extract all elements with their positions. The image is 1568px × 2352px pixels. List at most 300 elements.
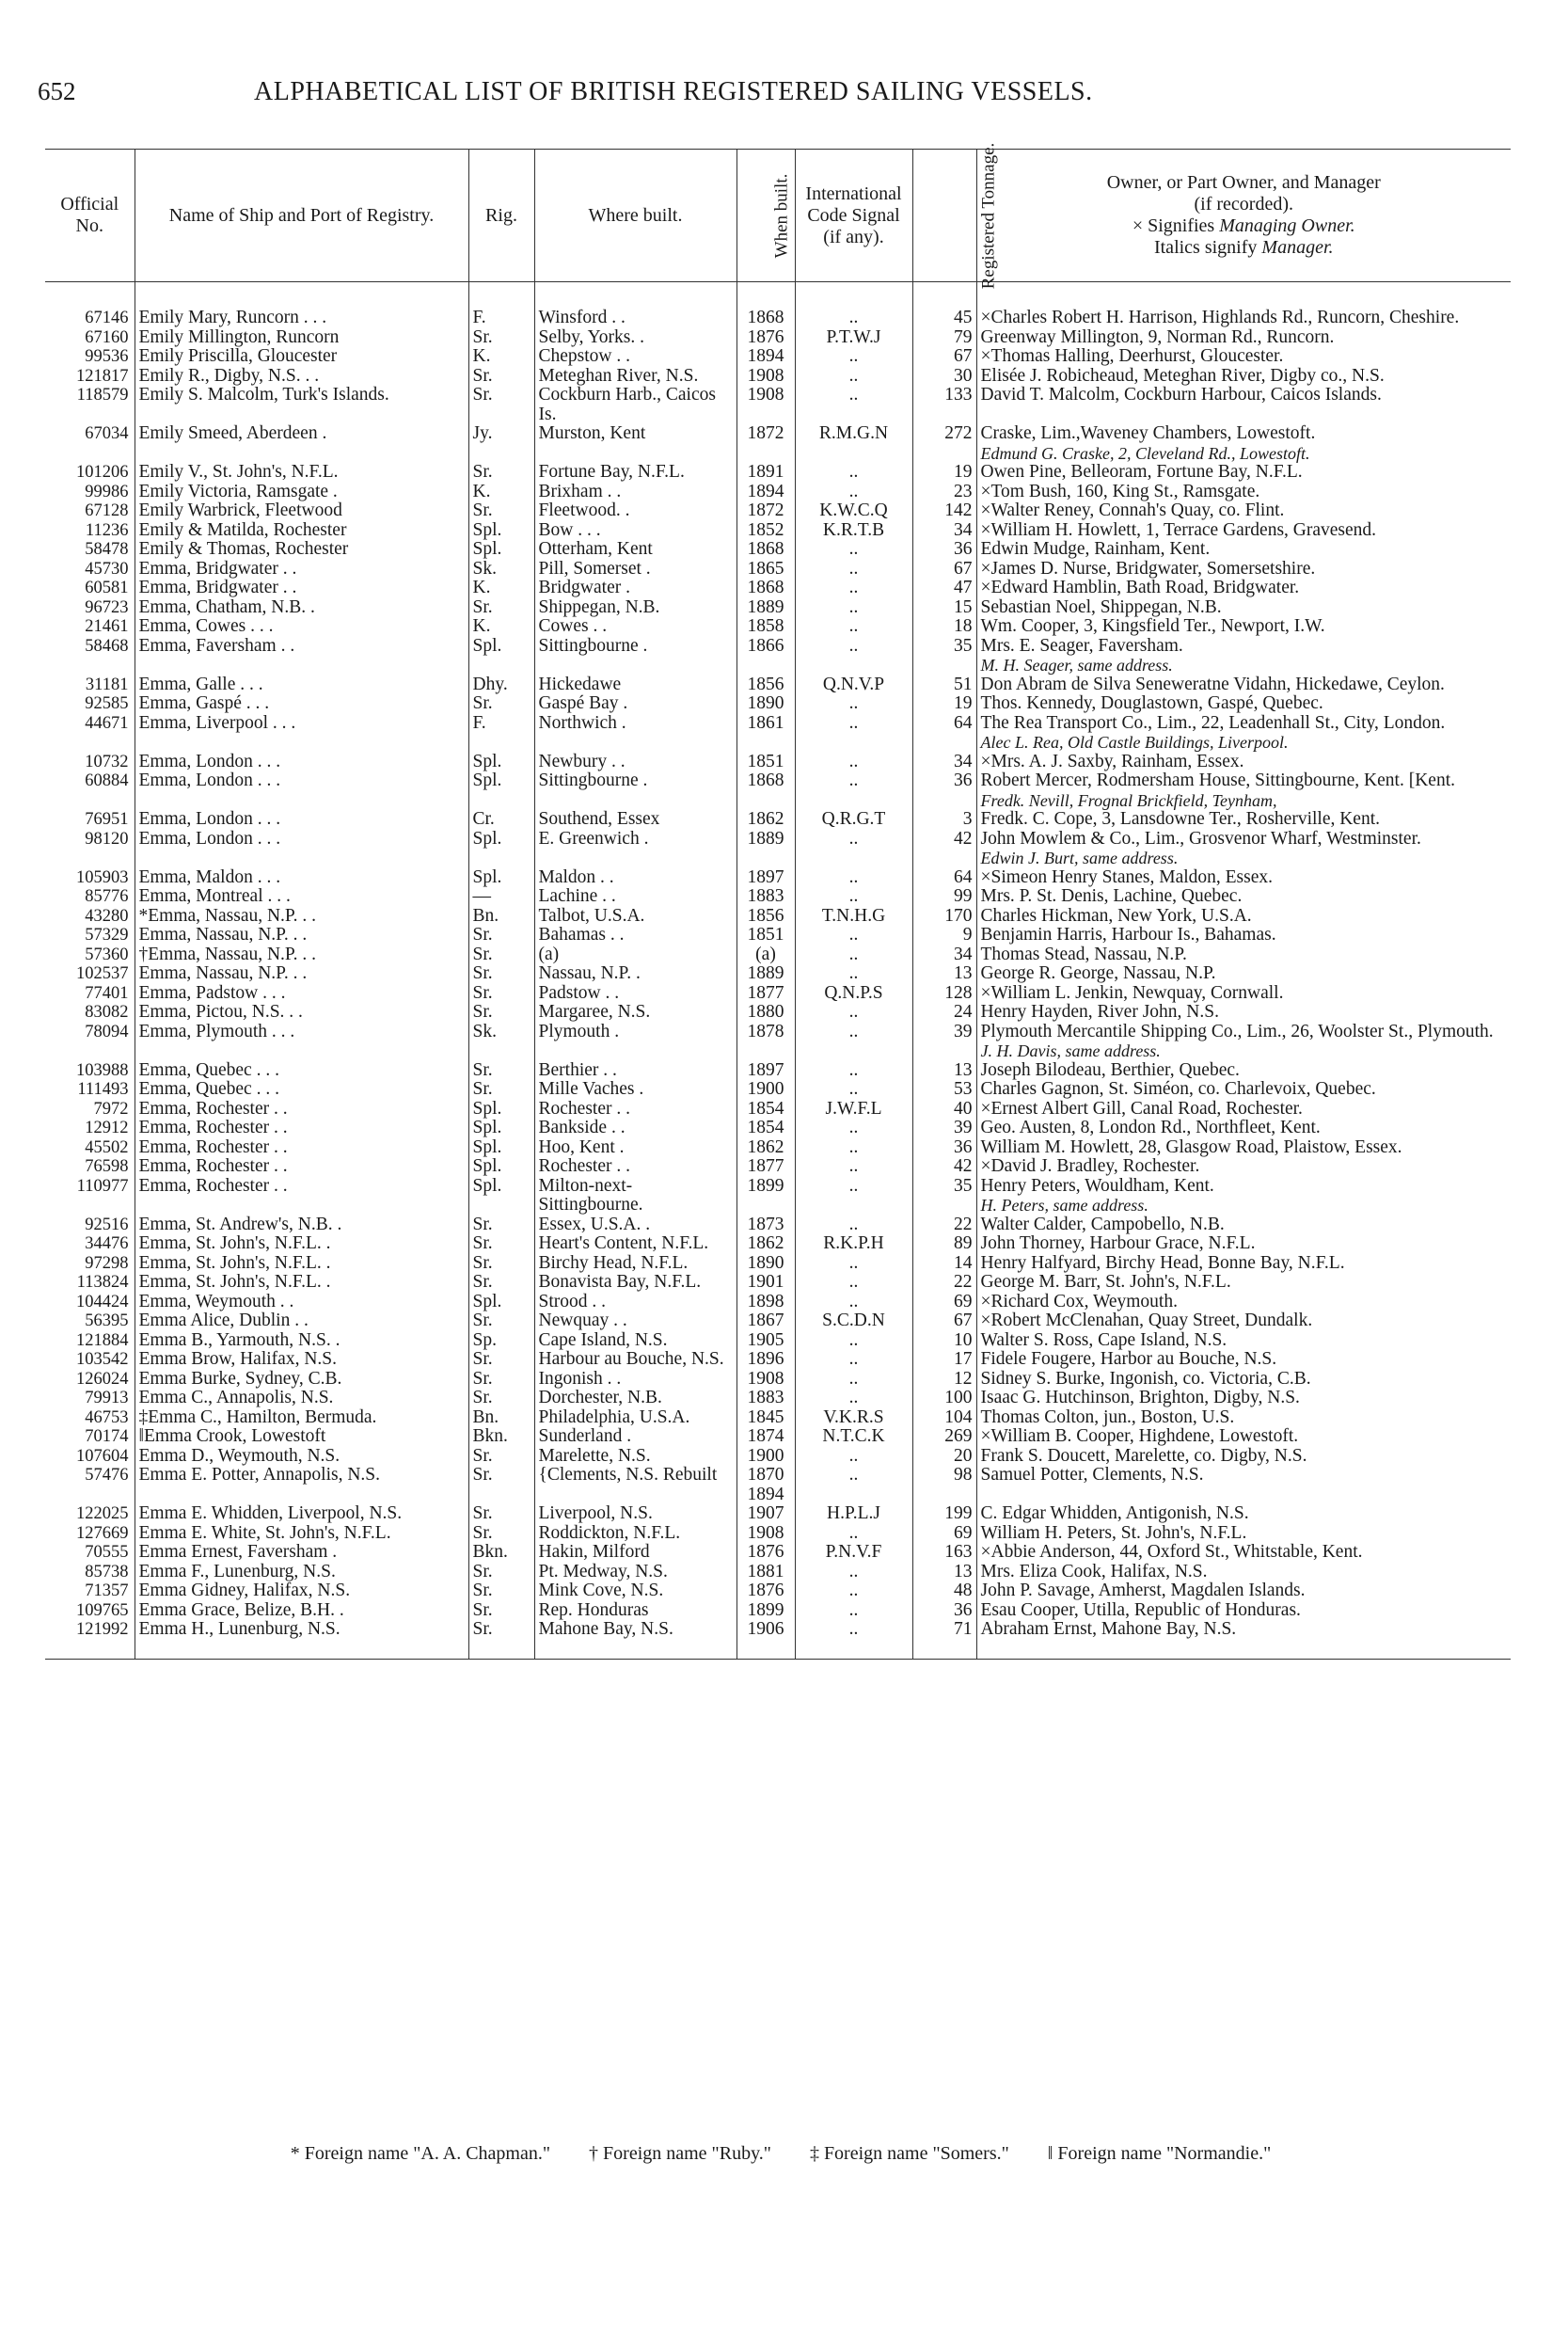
official-no-cell: 58468 — [85, 636, 129, 656]
signal-cell: .. — [795, 637, 912, 675]
signal-cell: .. — [795, 1466, 912, 1504]
ship-name-cell: Emma, Rochester . . — [135, 1100, 468, 1120]
tonnage-cell: 69 — [912, 1524, 976, 1544]
signal-cell: .. — [795, 1370, 912, 1390]
ship-name-cell: ‖Emma Crook, Lowestoft — [135, 1427, 468, 1447]
tonnage-cell: 34 — [912, 753, 976, 772]
owner-text: Benjamin Harris, Harbour Is., Bahamas. — [980, 926, 1276, 945]
official-no-cell: 127669 — [76, 1523, 129, 1543]
table-row — [45, 424, 1511, 463]
rig-cell: Bn. — [468, 1408, 534, 1428]
signal-cell: .. — [795, 887, 912, 907]
where-built-cell: Gaspé Bay . — [534, 694, 736, 714]
manager-text: J. H. Davis, same address. — [980, 1041, 1161, 1060]
tonnage-cell: 14 — [912, 1254, 976, 1274]
table-row — [45, 282, 1511, 328]
page-header — [38, 58, 1505, 105]
where-built-cell: Talbot, U.S.A. — [534, 907, 736, 927]
when-built-cell: 1898 — [736, 1293, 795, 1312]
signal-cell: .. — [795, 579, 912, 598]
where-built-cell: Meteghan River, N.S. — [534, 367, 736, 387]
owner-text: Owen Pine, Belleoram, Fortune Bay, N.F.L. — [980, 463, 1303, 482]
when-built-cell: 1896 — [736, 1350, 795, 1370]
owner-text: ×Edward Hamblin, Bath Road, Bridgwater. — [980, 579, 1300, 597]
owner-cell — [976, 1563, 1511, 1582]
rig-cell: Spl. — [468, 1119, 534, 1138]
owner-cell — [976, 1119, 1511, 1138]
where-built-cell: Fortune Bay, N.F.L. — [534, 463, 736, 483]
owner-text: Isaac G. Hutchinson, Brighton, Digby, N.S. — [980, 1389, 1300, 1407]
where-built-cell: Southend, Essex — [534, 810, 736, 830]
owner-text: Wm. Cooper, 3, Kingsfield Ter., Newport, I.W. — [980, 617, 1325, 636]
owner-head-line2: (if recorded). — [1194, 194, 1293, 215]
signal-cell: .. — [795, 1524, 912, 1544]
table-row — [45, 617, 1511, 637]
tonnage-cell: 47 — [912, 579, 976, 598]
tonnage-cell: 36 — [912, 1601, 976, 1621]
tonnage-cell: 163 — [912, 1543, 976, 1563]
owner-text: ×Mrs. A. J. Saxby, Rainham, Essex. — [980, 752, 1244, 771]
when-built-cell: 1894 — [736, 483, 795, 502]
signal-cell: .. — [795, 830, 912, 868]
signal-cell: .. — [795, 1620, 912, 1659]
table-row — [45, 1601, 1511, 1621]
where-built-cell: Bonavista Bay, N.F.L. — [534, 1273, 736, 1293]
owner-text: Mrs. E. Seager, Faversham. — [980, 636, 1183, 656]
table-row — [45, 1100, 1511, 1120]
owner-cell — [976, 1350, 1511, 1370]
col-rig: Rig. — [468, 150, 534, 282]
tonnage-cell: 69 — [912, 1293, 976, 1312]
ship-name-cell: Emma, London . . . — [135, 753, 468, 772]
official-no-cell: 57476 — [85, 1466, 129, 1485]
ship-name-cell: Emma, London . . . — [135, 830, 468, 868]
when-built-cell: 1873 — [736, 1216, 795, 1235]
tonnage-cell: 67 — [912, 560, 976, 580]
owner-text: Greenway Millington, 9, Norman Rd., Runcorn. — [980, 327, 1335, 347]
owner-cell — [976, 1234, 1511, 1254]
owner-text: John Thorney, Harbour Grace, N.F.L. — [980, 1234, 1256, 1253]
where-built-cell: Lachine . . — [534, 887, 736, 907]
owner-head-line4-prefix: Italics signify — [1153, 237, 1258, 258]
where-built-cell: Cowes . . — [534, 617, 736, 637]
signal-cell: .. — [795, 386, 912, 424]
official-no-cell: 83082 — [85, 1003, 129, 1022]
owner-cell — [976, 1408, 1511, 1428]
ship-name-cell: Emma, Pictou, N.S. . . — [135, 1003, 468, 1023]
tonnage-cell: 23 — [912, 483, 976, 502]
where-built-cell: Bridgwater . — [534, 579, 736, 598]
tonnage-cell: 10 — [912, 1331, 976, 1351]
owner-cell — [976, 463, 1511, 483]
when-built-cell: 1901 — [736, 1273, 795, 1293]
tonnage-cell: 12 — [912, 1370, 976, 1390]
ship-name-cell: Emily Smeed, Aberdeen . — [135, 424, 468, 463]
owner-cell — [976, 521, 1511, 541]
rig-cell: Spl. — [468, 1100, 534, 1120]
ship-name-cell: Emily & Thomas, Rochester — [135, 540, 468, 560]
owner-text: ×William H. Howlett, 1, Terrace Gardens, Gravesend. — [980, 520, 1377, 540]
rig-cell: Spl. — [468, 771, 534, 810]
when-built-cell: 1854 — [736, 1100, 795, 1120]
table-row — [45, 483, 1511, 502]
page-number: 652 — [38, 77, 76, 105]
official-no-cell: 118579 — [76, 386, 129, 405]
where-built-cell: Cockburn Harb., Caicos Is. — [534, 386, 736, 424]
official-no-cell: 67146 — [85, 309, 129, 327]
owner-cell — [976, 1216, 1511, 1235]
tonnage-cell: 18 — [912, 617, 976, 637]
owner-cell — [976, 1331, 1511, 1351]
manager-text: H. Peters, same address. — [980, 1196, 1148, 1215]
tonnage-cell: 34 — [912, 946, 976, 965]
official-no-cell: 45502 — [85, 1137, 129, 1157]
tonnage-cell: 53 — [912, 1080, 976, 1100]
owner-text: Joseph Bilodeau, Berthier, Quebec. — [980, 1060, 1240, 1080]
owner-text: Frank S. Doucett, Marelette, co. Digby, N.S. — [980, 1446, 1307, 1466]
table-row — [45, 347, 1511, 367]
official-no-cell: 56395 — [85, 1311, 129, 1330]
when-built-cell: 1862 — [736, 1138, 795, 1158]
owner-text: Henry Hayden, River John, N.S. — [980, 1003, 1219, 1022]
where-built-cell: Bahamas . . — [534, 926, 736, 946]
table-row — [45, 887, 1511, 907]
rig-cell: Sr. — [468, 1254, 534, 1274]
page-title: ALPHABETICAL LIST OF BRITISH REGISTERED SAILING VESSELS. — [254, 77, 1093, 106]
table-row — [45, 694, 1511, 714]
owner-cell — [976, 926, 1511, 946]
owner-text: William H. Peters, St. John's, N.F.L. — [980, 1523, 1247, 1543]
signal-cell: .. — [795, 463, 912, 483]
when-built-cell: 1897 — [736, 1061, 795, 1081]
signal-cell: .. — [795, 1389, 912, 1408]
signal-cell: .. — [795, 1581, 912, 1601]
owner-cell — [976, 1311, 1511, 1331]
table-row — [45, 579, 1511, 598]
when-built-cell: 1868 — [736, 771, 795, 810]
where-built-cell: Selby, Yorks. . — [534, 328, 736, 348]
where-built-cell: Brixham . . — [534, 483, 736, 502]
signal-cell: .. — [795, 1563, 912, 1582]
table-row — [45, 1157, 1511, 1177]
where-built-cell: Essex, U.S.A. . — [534, 1216, 736, 1235]
tonnage-cell: 79 — [912, 328, 976, 348]
rig-cell: Bkn. — [468, 1427, 534, 1447]
owner-text: Charles Hickman, New York, U.S.A. — [980, 906, 1252, 926]
col-name: Name of Ship and Port of Registry. — [135, 150, 468, 282]
tonnage-cell: 35 — [912, 637, 976, 675]
official-no-cell: 121884 — [76, 1330, 129, 1350]
rig-cell: Spl. — [468, 830, 534, 868]
signal-cell: .. — [795, 1447, 912, 1467]
owner-head-line3 — [979, 215, 1510, 237]
signal-cell: .. — [795, 367, 912, 387]
when-built-cell: 1900 — [736, 1080, 795, 1100]
signal-cell: J.W.F.L — [795, 1100, 912, 1120]
official-no-cell: 43280 — [85, 906, 129, 926]
table-row — [45, 714, 1511, 753]
owner-cell — [976, 907, 1511, 927]
official-no-cell: 70555 — [85, 1543, 129, 1562]
rig-cell: Sr. — [468, 1447, 534, 1467]
tonnage-cell: 128 — [912, 984, 976, 1004]
ship-name-cell: Emma H., Lunenburg, N.S. — [135, 1620, 468, 1659]
col-owner — [976, 150, 1511, 282]
where-built-cell: Plymouth . — [534, 1023, 736, 1061]
official-no-cell: 60581 — [85, 579, 129, 597]
tonnage-cell: 142 — [912, 501, 976, 521]
rig-cell: F. — [468, 282, 534, 328]
tonnage-cell: 22 — [912, 1273, 976, 1293]
ship-name-cell: Emma, Rochester . . — [135, 1138, 468, 1158]
owner-cell — [976, 579, 1511, 598]
rig-cell: Bkn. — [468, 1543, 534, 1563]
table-row — [45, 1331, 1511, 1351]
owner-cell — [976, 637, 1511, 675]
owner-text: C. Edgar Whidden, Antigonish, N.S. — [980, 1504, 1249, 1523]
owner-text: ×William L. Jenkin, Newquay, Cornwall. — [980, 983, 1284, 1003]
footnote: ‡ Foreign name "Somers." — [809, 2143, 1009, 2164]
rig-cell: Cr. — [468, 810, 534, 830]
ship-name-cell: Emma, London . . . — [135, 810, 468, 830]
signal-cell: .. — [795, 926, 912, 946]
where-built-cell: Hickedawe — [534, 675, 736, 695]
tonnage-cell: 15 — [912, 598, 976, 618]
tonnage-cell: 42 — [912, 830, 976, 868]
official-no-cell: 70174 — [85, 1427, 129, 1446]
rig-cell: Sr. — [468, 598, 534, 618]
rig-cell: Sr. — [468, 328, 534, 348]
when-built-cell: 1900 — [736, 1447, 795, 1467]
signal-cell: K.W.C.Q — [795, 501, 912, 521]
rig-cell: Spl. — [468, 1157, 534, 1177]
tonnage-cell: 104 — [912, 1408, 976, 1428]
where-built-cell: Roddickton, N.F.L. — [534, 1524, 736, 1544]
when-built-cell: 1862 — [736, 810, 795, 830]
owner-head-line1: Owner, or Part Owner, and Manager — [1106, 172, 1381, 193]
footnotes — [38, 2143, 1524, 2165]
col-tonnage — [912, 142, 998, 289]
rig-cell: Sr. — [468, 1370, 534, 1390]
ship-name-cell: Emma, Weymouth . . — [135, 1293, 468, 1312]
when-built-cell: 1905 — [736, 1331, 795, 1351]
tonnage-cell: 170 — [912, 907, 976, 927]
when-built-cell: 1889 — [736, 830, 795, 868]
ship-name-cell: Emma, Galle . . . — [135, 675, 468, 695]
ship-name-cell: Emma E. Potter, Annapolis, N.S. — [135, 1466, 468, 1504]
where-built-cell: Philadelphia, U.S.A. — [534, 1408, 736, 1428]
where-built-cell: Maldon . . — [534, 868, 736, 888]
where-built-cell: Winsford . . — [534, 282, 736, 328]
owner-cell — [976, 1138, 1511, 1158]
owner-cell — [976, 946, 1511, 965]
table-row — [45, 1138, 1511, 1158]
signal-cell: .. — [795, 598, 912, 618]
owner-text: Thomas Colton, jun., Boston, U.S. — [980, 1407, 1235, 1427]
owner-head-line3-italic: Managing Owner. — [1219, 215, 1355, 236]
where-built-cell: Harbour au Bouche, N.S. — [534, 1350, 736, 1370]
when-built-cell: 1867 — [736, 1311, 795, 1331]
table-row — [45, 810, 1511, 830]
table-row — [45, 367, 1511, 387]
col-signal: International Code Signal (if any). — [795, 150, 912, 282]
ship-name-cell: Emily Victoria, Ramsgate . — [135, 483, 468, 502]
owner-text: ×David J. Bradley, Rochester. — [980, 1157, 1200, 1176]
owner-cell — [976, 1157, 1511, 1177]
owner-text: Mrs. P. St. Denis, Lachine, Quebec. — [980, 887, 1243, 906]
where-built-cell: Sittingbourne . — [534, 637, 736, 675]
ship-name-cell: Emma, Faversham . . — [135, 637, 468, 675]
owner-cell — [976, 887, 1511, 907]
official-no-cell: 60884 — [85, 771, 129, 790]
where-built-cell: Margaree, N.S. — [534, 1003, 736, 1023]
owner-cell — [976, 1620, 1511, 1659]
when-built-cell: 1877 — [736, 1157, 795, 1177]
when-built-cell: 1890 — [736, 694, 795, 714]
tonnage-cell: 3 — [912, 810, 976, 830]
tonnage-cell: 36 — [912, 540, 976, 560]
when-built-cell: 1891 — [736, 463, 795, 483]
when-built-cell: 1854 — [736, 1119, 795, 1138]
when-built-cell: 1868 — [736, 282, 795, 328]
owner-text: ×William B. Cooper, Highdene, Lowestoft. — [980, 1427, 1299, 1446]
official-no-cell: 7972 — [93, 1099, 129, 1119]
rig-cell: Sr. — [468, 1524, 534, 1544]
rig-cell: Sr. — [468, 926, 534, 946]
tonnage-cell: 24 — [912, 1003, 976, 1023]
owner-text: Geo. Austen, 8, London Rd., Northfleet, Kent. — [980, 1119, 1321, 1137]
table-row — [45, 637, 1511, 675]
rig-cell: Sr. — [468, 1620, 534, 1659]
owner-cell — [976, 1273, 1511, 1293]
table-row — [45, 830, 1511, 868]
owner-cell — [976, 964, 1511, 984]
rig-cell: Sr. — [468, 386, 534, 424]
where-built-cell: Marelette, N.S. — [534, 1447, 736, 1467]
owner-text: Thos. Kennedy, Douglastown, Gaspé, Quebec. — [980, 694, 1323, 713]
where-built-cell: Newbury . . — [534, 753, 736, 772]
ship-name-cell: Emily R., Digby, N.S. . . — [135, 367, 468, 387]
tonnage-cell: 13 — [912, 1563, 976, 1582]
where-built-cell: Mille Vaches . — [534, 1080, 736, 1100]
signal-cell: .. — [795, 617, 912, 637]
rig-cell: Sr. — [468, 1080, 534, 1100]
owner-text: ×Abbie Anderson, 44, Oxford St., Whitstable, Kent. — [980, 1543, 1363, 1562]
when-built-cell: 1883 — [736, 887, 795, 907]
signal-cell: .. — [795, 1138, 912, 1158]
where-built-cell: E. Greenwich . — [534, 830, 736, 868]
rig-cell: Spl. — [468, 637, 534, 675]
where-built-cell: Bow . . . — [534, 521, 736, 541]
manager-text: Fredk. Nevill, Frognal Brickfield, Teynham, — [980, 790, 1277, 810]
table-row — [45, 1177, 1511, 1216]
where-built-cell: Padstow . . — [534, 984, 736, 1004]
signal-cell: T.N.H.G — [795, 907, 912, 927]
owner-text: John Mowlem & Co., Lim., Grosvenor Wharf, Westminster. — [980, 829, 1421, 849]
ship-name-cell: Emma Gidney, Halifax, N.S. — [135, 1581, 468, 1601]
signal-cell: .. — [795, 1023, 912, 1061]
owner-text: Walter Calder, Campobello, N.B. — [980, 1215, 1225, 1234]
ship-name-cell: Emily Priscilla, Gloucester — [135, 347, 468, 367]
table-row — [45, 463, 1511, 483]
signal-cell: .. — [795, 868, 912, 888]
table-row — [45, 926, 1511, 946]
rig-cell: Sr. — [468, 1466, 534, 1504]
official-no-cell: 76598 — [85, 1157, 129, 1176]
owner-cell — [976, 675, 1511, 695]
when-built-cell: 1845 — [736, 1408, 795, 1428]
when-built-cell: 1908 — [736, 1524, 795, 1544]
owner-cell — [976, 617, 1511, 637]
owner-cell — [976, 1003, 1511, 1023]
official-no-cell: 121992 — [45, 1620, 135, 1659]
ship-name-cell: Emma, Rochester . . — [135, 1177, 468, 1216]
table-row — [45, 560, 1511, 580]
rig-cell: Sr. — [468, 1234, 534, 1254]
table-row — [45, 1504, 1511, 1524]
owner-text: Craske, Lim.,Waveney Chambers, Lowestoft. — [980, 424, 1316, 443]
owner-text: ×Ernest Albert Gill, Canal Road, Rochester. — [980, 1099, 1303, 1119]
where-built-cell: Dorchester, N.B. — [534, 1389, 736, 1408]
tonnage-cell: 67 — [912, 347, 976, 367]
owner-cell — [976, 386, 1511, 424]
owner-cell — [976, 1427, 1511, 1447]
signal-cell: S.C.D.N — [795, 1311, 912, 1331]
signal-cell: V.K.R.S — [795, 1408, 912, 1428]
table-row — [45, 1563, 1511, 1582]
official-no-cell: 99536 — [85, 347, 129, 366]
where-built-cell: Cape Island, N.S. — [534, 1331, 736, 1351]
ship-name-cell: Emily & Matilda, Rochester — [135, 521, 468, 541]
rig-cell: Jy. — [468, 424, 534, 463]
tonnage-cell: 45 — [912, 282, 976, 328]
owner-cell — [976, 367, 1511, 387]
owner-text: Charles Gagnon, St. Siméon, co. Charlevoix, Quebec. — [980, 1080, 1376, 1099]
owner-text: Henry Peters, Wouldham, Kent. — [980, 1176, 1214, 1196]
when-built-cell: 1880 — [736, 1003, 795, 1023]
table-row — [45, 1350, 1511, 1370]
owner-cell — [976, 1601, 1511, 1621]
when-built-cell: 1861 — [736, 714, 795, 753]
col-tonnage-label: Registered Tonnage. — [977, 142, 998, 289]
ship-name-cell: Emma, St. John's, N.F.L. . — [135, 1254, 468, 1274]
tonnage-cell: 30 — [912, 367, 976, 387]
table-row — [45, 1254, 1511, 1274]
table-row — [45, 1311, 1511, 1331]
rig-cell: Sr. — [468, 1563, 534, 1582]
when-built-cell: 1858 — [736, 617, 795, 637]
tonnage-cell: 39 — [912, 1023, 976, 1061]
signal-cell: .. — [795, 560, 912, 580]
when-built-cell: 1870 1894 — [736, 1466, 795, 1504]
ship-name-cell: Emma, Nassau, N.P. . . — [135, 964, 468, 984]
where-built-cell: Otterham, Kent — [534, 540, 736, 560]
table-row — [45, 1389, 1511, 1408]
official-no-cell: 122025 — [76, 1504, 129, 1523]
where-built-cell: Hoo, Kent . — [534, 1138, 736, 1158]
ship-name-cell: Emma F., Lunenburg, N.S. — [135, 1563, 468, 1582]
owner-text: The Rea Transport Co., Lim., 22, Leadenhall St., City, London. — [980, 713, 1446, 733]
rig-cell: Sk. — [468, 560, 534, 580]
official-no-cell: 44671 — [85, 713, 129, 733]
official-no-cell: 103542 — [76, 1350, 129, 1369]
signal-cell: .. — [795, 347, 912, 367]
tonnage-cell: 89 — [912, 1234, 976, 1254]
rig-cell: Sr. — [468, 367, 534, 387]
tonnage-cell: 100 — [912, 1389, 976, 1408]
when-built-cell: 1876 — [736, 328, 795, 348]
ship-name-cell: Emma, Quebec . . . — [135, 1080, 468, 1100]
